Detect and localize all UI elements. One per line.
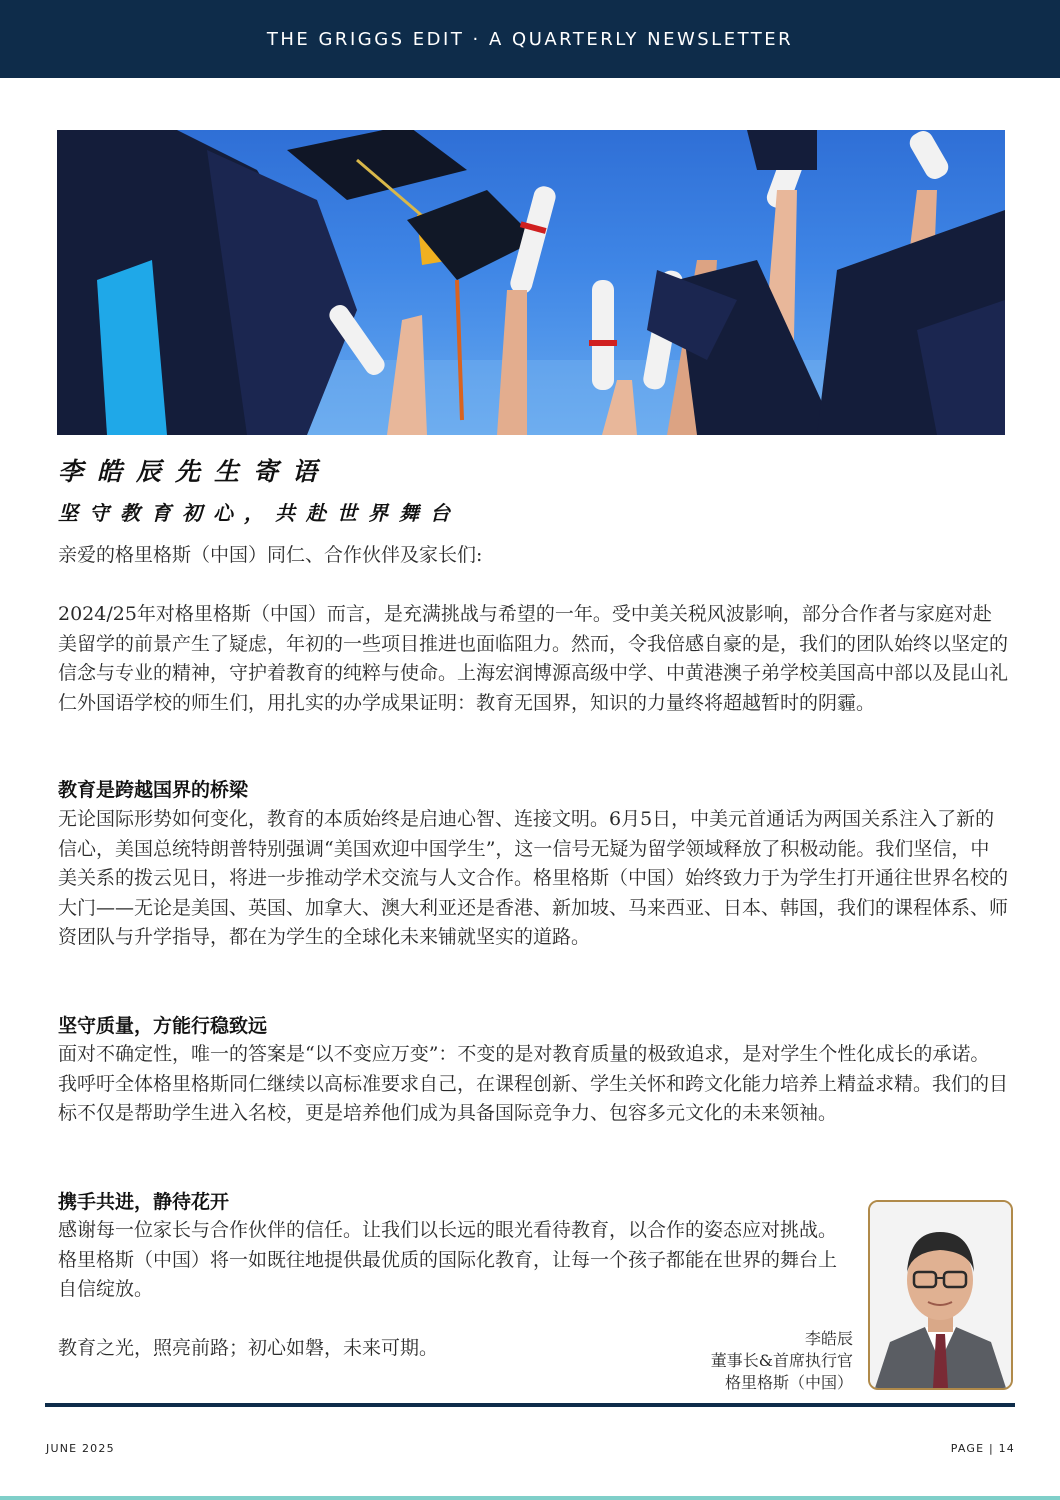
signature-org: 格里格斯（中国） [724,1373,853,1392]
article-subtitle: 坚守教育初心，共赴世界舞台 [58,501,461,525]
section3-paragraph: 感谢每一位家长与合作伙伴的信任。让我们以长远的眼光看待教育，以合作的姿态应对挑战。格里格斯（中国）将一如既往地提供最优质的国际化教育，让每一个孩子都能在世界的舞台上自信绽放。 [58,1219,838,1300]
article-title: 李皓辰先生寄语 [58,457,332,486]
footer-page-number: PAGE | 14 [950,1442,1015,1455]
graduation-hero-image [57,130,1005,435]
newsletter-title: THE GRIGGS EDIT · A QUARTERLY NEWSLETTER [266,28,794,50]
bottom-accent-strip [0,1496,1060,1500]
signature-role: 董事长&首席执行官 [710,1351,853,1370]
footer-divider [45,1403,1015,1407]
newsletter-header [0,0,1060,78]
portrait-illustration [870,1202,1011,1388]
section1-heading: 教育是跨越国界的桥梁 [58,779,249,801]
section3-heading: 携手共进，静待花开 [58,1191,230,1213]
greeting-text: 亲爱的格里格斯（中国）同仁、合作伙伴及家长们: [58,544,483,566]
graduation-illustration [57,130,1005,435]
section2-heading: 坚守质量，方能行稳致远 [58,1015,268,1037]
section1-paragraph: 无论国际形势如何变化，教育的本质始终是启迪心智、连接文明。6月5日，中美元首通话为两国关系注入了新的信心，美国总统特朗普特别强调“美国欢迎中国学生”，这一信号无疑为留学领域释放了积极动能。我们坚信，中美关系的拨云见日，将进一步推动学术交流与人文合作。格里格斯（中国）始终致力于为学生打开通往世界名校的大门——无论是美国、英国、加拿大、澳大利亚还是香港、新加坡、马来西亚、日本、韩国，我们的课程体系、师资团队与升学指导，都在为学生的全球化未来铺就坚实的道路。 [58,808,1009,948]
section2-paragraph: 面对不确定性，唯一的答案是“以不变应万变”：不变的是对教育质量的极致追求，是对学生个性化成长的承诺。我呼吁全体格里格斯同仁继续以高标准要求自己，在课程创新、学生关怀和跨文化能力培养上精益求精。我们的目标不仅是帮助学生进入名校，更是培养他们成为具备国际竞争力、包容多元文化的未来领袖。 [58,1043,1009,1124]
signature-block [711,1328,853,1394]
closing-line: 教育之光，照亮前路；初心如磐，未来可期。 [58,1337,439,1359]
signature-name: 李皓辰 [804,1329,853,1348]
intro-paragraph: 2024/25年对格里格斯（中国）而言，是充满挑战与希望的一年。受中美关税风波影响，部分合作者与家庭对赴美留学的前景产生了疑虑，年初的一些项目推进也面临阻力。然而，令我倍感自豪的是，我们的团队始终以坚定的信念与专业的精神，守护着教育的纯粹与使命。上海宏润博源高级中学、中黄港澳子弟学校美国高中部以及昆山礼仁外国语学校的师生们，用扎实的办学成果证明：教育无国界，知识的力量终将超越暂时的阴霾。 [58,603,1009,714]
footer-date: JUNE 2025 [46,1442,115,1455]
author-portrait [868,1200,1013,1390]
